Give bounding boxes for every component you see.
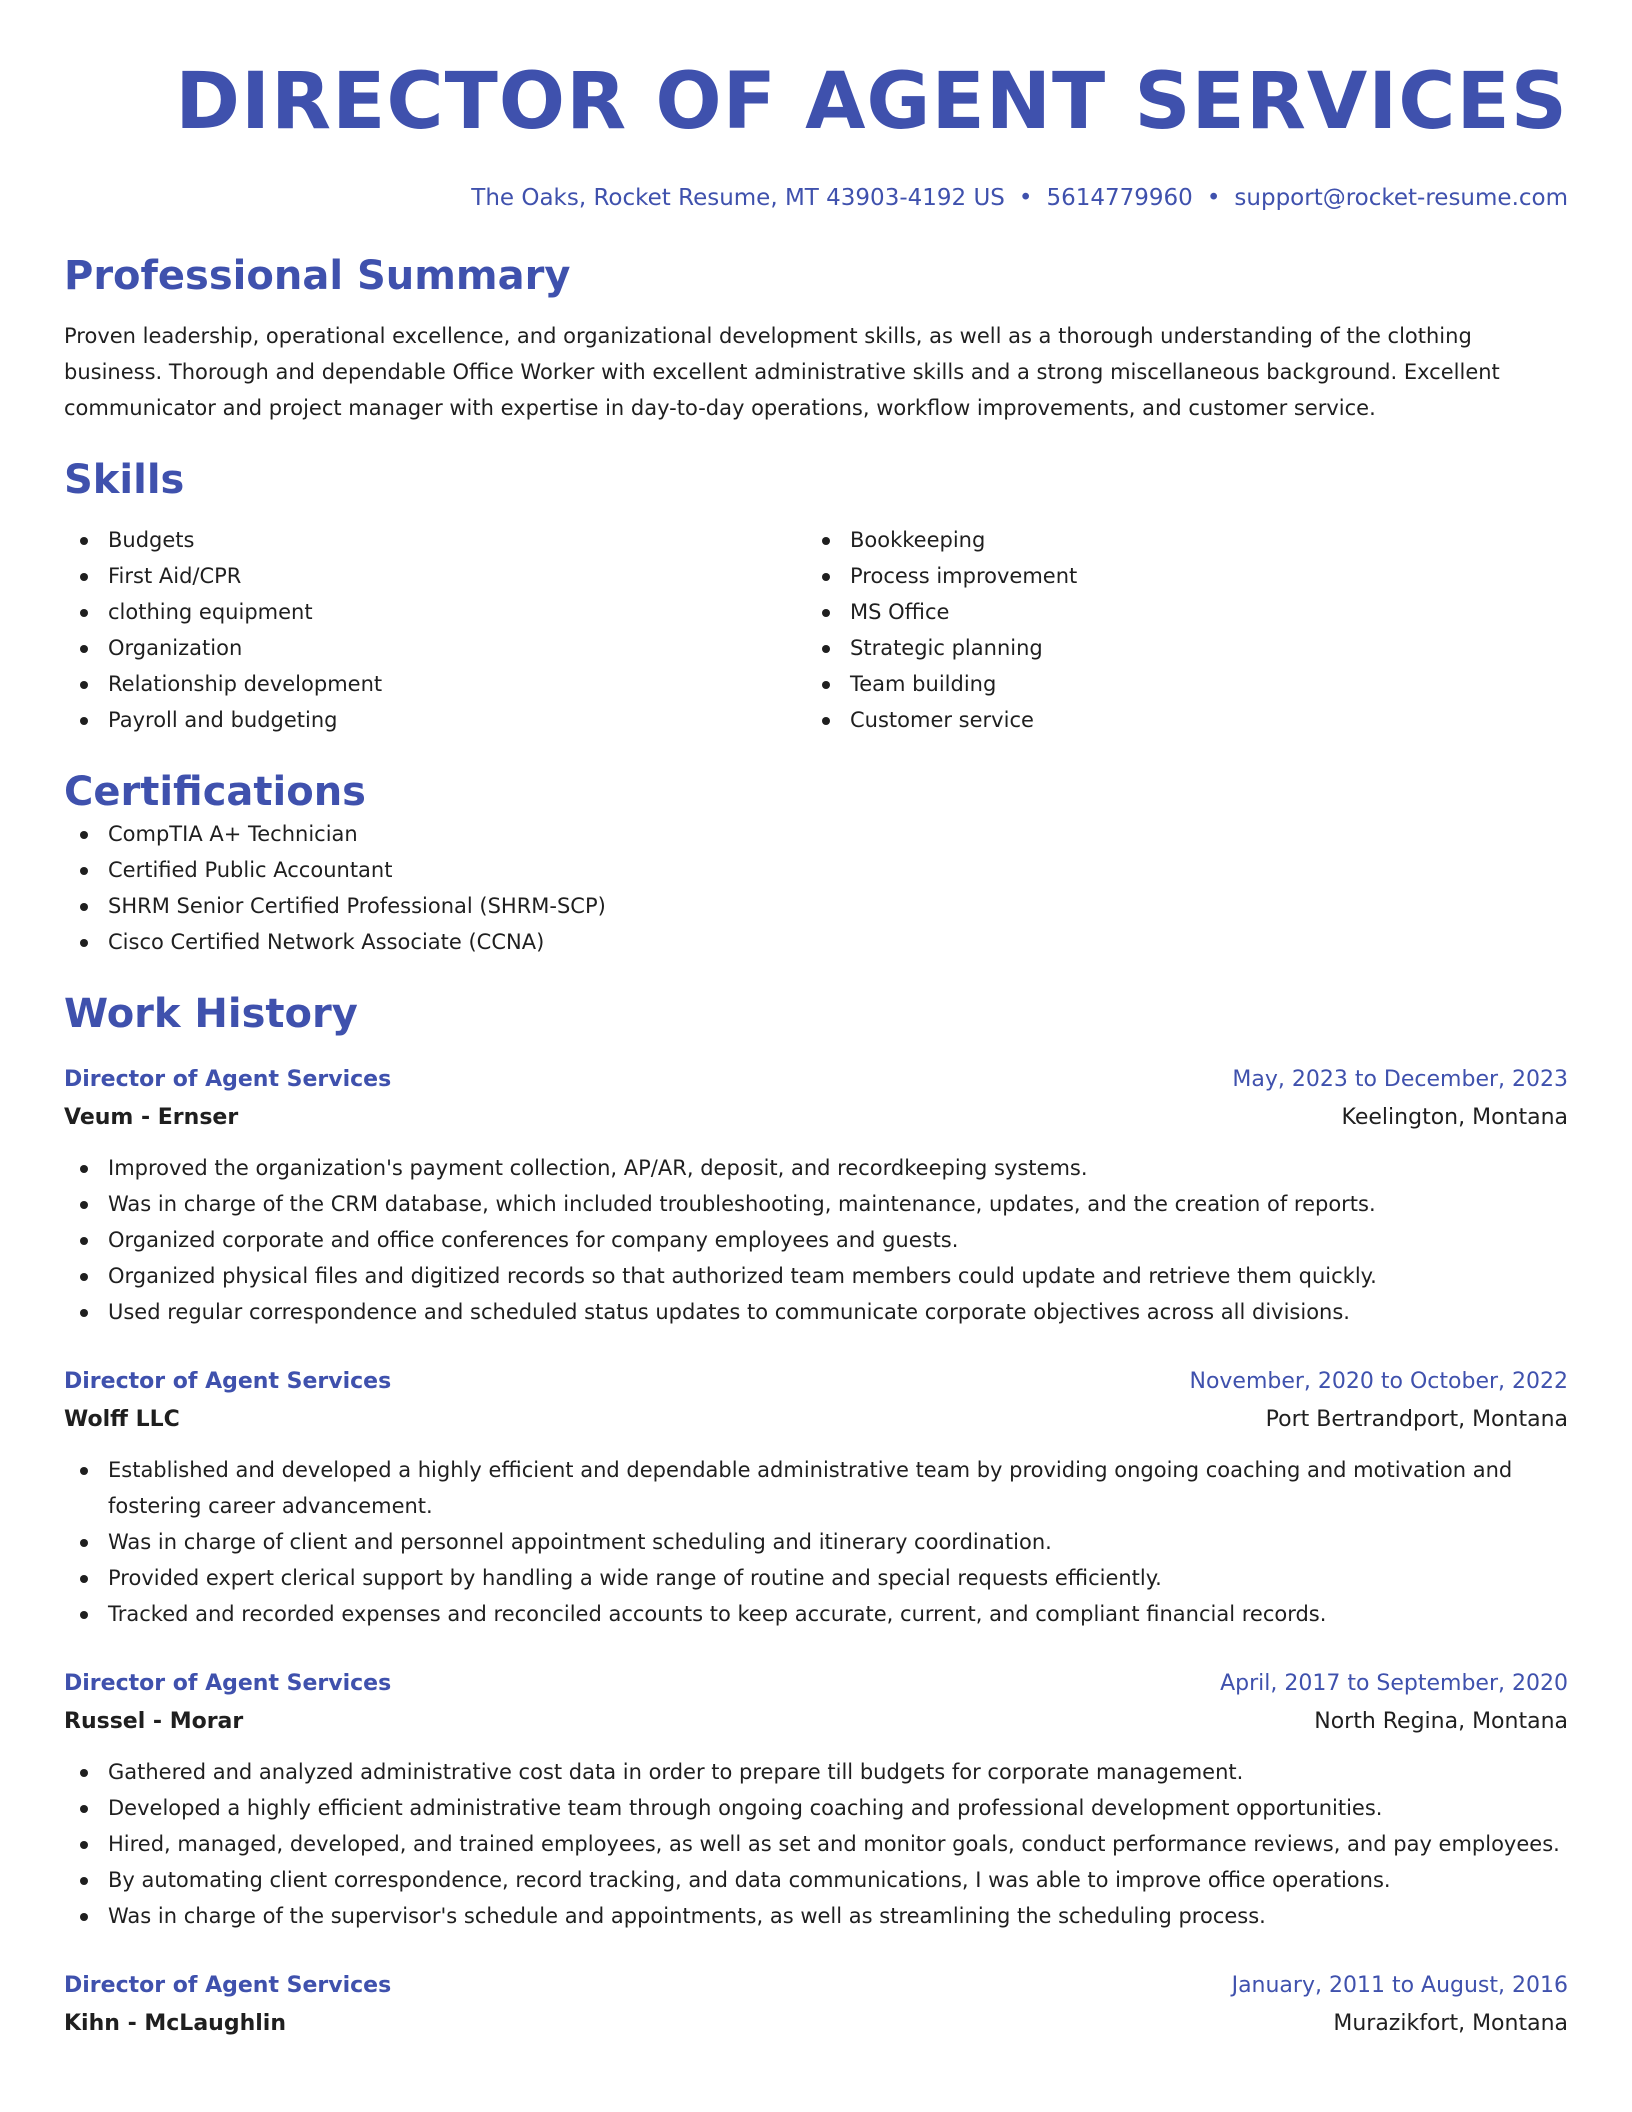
job-location: Port Bertrandport, Montana bbox=[1265, 1407, 1568, 1432]
contact-separator: • bbox=[1018, 185, 1033, 211]
job-bullet: Was in charge of the supervisor's schedule and appointments, as well as streamlining the scheduling process. bbox=[64, 1898, 1568, 1934]
certifications-heading: Certifications bbox=[64, 769, 366, 815]
contact-email[interactable]: support@rocket-resume.com bbox=[1234, 185, 1568, 211]
job-bullet: Was in charge of client and personnel appointment scheduling and itinerary coordination. bbox=[64, 1524, 1568, 1560]
job-title: Director of Agent Services bbox=[64, 1671, 392, 1696]
job-company-row bbox=[64, 1702, 1568, 1742]
job-company-row bbox=[64, 1098, 1568, 1138]
job-bullet: Used regular correspondence and scheduled status updates to communicate corporate objectives across all divisions. bbox=[64, 1294, 1568, 1330]
job-header-row bbox=[64, 1364, 1568, 1400]
job-header-row bbox=[64, 1062, 1568, 1098]
skills-heading: Skills bbox=[64, 457, 185, 503]
skill-item: MS Office bbox=[806, 594, 1548, 630]
job-bullet: Developed a highly efficient administrative team through ongoing coaching and professional development opportunities. bbox=[64, 1790, 1568, 1826]
skill-item: Relationship development bbox=[64, 666, 806, 702]
job-dates: November, 2020 to October, 2022 bbox=[1189, 1369, 1568, 1394]
job-bullet: Established and developed a highly efficient and dependable administrative team by providing ongoing coaching and motivation and fostering career advancement. bbox=[64, 1452, 1568, 1524]
skill-item: Process improvement bbox=[806, 558, 1548, 594]
job-bullet: By automating client correspondence, record tracking, and data communications, I was able to improve office operations. bbox=[64, 1862, 1568, 1898]
job-location: Murazikfort, Montana bbox=[1333, 2011, 1568, 2036]
job-entry bbox=[64, 1968, 1568, 2044]
skill-item: Team building bbox=[806, 666, 1548, 702]
certifications-list bbox=[64, 816, 1568, 960]
contact-line bbox=[64, 182, 1568, 214]
contact-address: The Oaks, Rocket Resume, MT 43903-4192 US bbox=[471, 185, 1005, 211]
skill-item: Strategic planning bbox=[806, 630, 1548, 666]
skill-item: Customer service bbox=[806, 702, 1548, 738]
skill-item: Budgets bbox=[64, 522, 806, 558]
job-entry bbox=[64, 1062, 1568, 1330]
skill-item: First Aid/CPR bbox=[64, 558, 806, 594]
job-entry bbox=[64, 1666, 1568, 1934]
job-header-row bbox=[64, 1968, 1568, 2004]
job-title: Director of Agent Services bbox=[64, 1067, 392, 1092]
summary-text: Proven leadership, operational excellence, and organizational development skills, as well as a thorough understanding of the clothing business. Thorough and dependable Office Worker with excellent administrative skills and a strong miscellaneous background. Excellent communicator and project manager with expertise in day-to-day operations, workflow improvements, and customer service. bbox=[64, 324, 1500, 420]
skills-columns bbox=[64, 522, 1568, 738]
certification-item: Certified Public Accountant bbox=[64, 852, 1568, 888]
skills-right-list bbox=[806, 522, 1548, 738]
work-history-heading: Work History bbox=[64, 991, 358, 1037]
certification-item: CompTIA A+ Technician bbox=[64, 816, 1568, 852]
job-company: Wolff LLC bbox=[64, 1407, 180, 1432]
skills-left-list bbox=[64, 522, 806, 738]
skill-item: Organization bbox=[64, 630, 806, 666]
job-company: Veum - Ernser bbox=[64, 1105, 239, 1130]
job-bullets bbox=[64, 1754, 1568, 1934]
job-bullet: Organized corporate and office conferences for company employees and guests. bbox=[64, 1222, 1568, 1258]
resume-page bbox=[64, 50, 1568, 2044]
job-bullets bbox=[64, 1150, 1568, 1330]
job-bullet: Hired, managed, developed, and trained employees, as well as set and monitor goals, conduct performance reviews, and pay employees. bbox=[64, 1826, 1568, 1862]
job-dates: May, 2023 to December, 2023 bbox=[1232, 1067, 1568, 1092]
resume-name: DIRECTOR OF AGENT SERVICES bbox=[175, 57, 1568, 147]
job-company: Kihn - McLaughlin bbox=[64, 2011, 286, 2036]
job-location: North Regina, Montana bbox=[1314, 1709, 1568, 1734]
job-title: Director of Agent Services bbox=[64, 1369, 392, 1394]
job-dates: April, 2017 to September, 2020 bbox=[1220, 1671, 1568, 1696]
job-company: Russel - Morar bbox=[64, 1709, 244, 1734]
summary-heading: Professional Summary bbox=[64, 253, 571, 299]
job-company-row bbox=[64, 1400, 1568, 1440]
job-bullet: Tracked and recorded expenses and reconciled accounts to keep accurate, current, and compliant financial records. bbox=[64, 1596, 1568, 1632]
job-bullet: Organized physical files and digitized records so that authorized team members could update and retrieve them quickly. bbox=[64, 1258, 1568, 1294]
job-location: Keelington, Montana bbox=[1341, 1105, 1568, 1130]
skill-item: Bookkeeping bbox=[806, 522, 1548, 558]
certification-item: Cisco Certified Network Associate (CCNA) bbox=[64, 924, 1568, 960]
contact-separator: • bbox=[1206, 185, 1221, 211]
certification-item: SHRM Senior Certified Professional (SHRM-SCP) bbox=[64, 888, 1568, 924]
job-bullet: Improved the organization's payment collection, AP/AR, deposit, and recordkeeping systems. bbox=[64, 1150, 1568, 1186]
job-bullet: Gathered and analyzed administrative cost data in order to prepare till budgets for corporate management. bbox=[64, 1754, 1568, 1790]
skill-item: clothing equipment bbox=[64, 594, 806, 630]
job-title: Director of Agent Services bbox=[64, 1973, 392, 1998]
job-dates: January, 2011 to August, 2016 bbox=[1231, 1973, 1568, 1998]
job-bullet: Was in charge of the CRM database, which included troubleshooting, maintenance, updates, and the creation of reports. bbox=[64, 1186, 1568, 1222]
skill-item: Payroll and budgeting bbox=[64, 702, 806, 738]
job-entry bbox=[64, 1364, 1568, 1632]
job-bullet: Provided expert clerical support by handling a wide range of routine and special requests efficiently. bbox=[64, 1560, 1568, 1596]
job-bullets bbox=[64, 1452, 1568, 1632]
job-company-row bbox=[64, 2004, 1568, 2044]
job-header-row bbox=[64, 1666, 1568, 1702]
contact-phone: 5614779960 bbox=[1046, 185, 1193, 211]
